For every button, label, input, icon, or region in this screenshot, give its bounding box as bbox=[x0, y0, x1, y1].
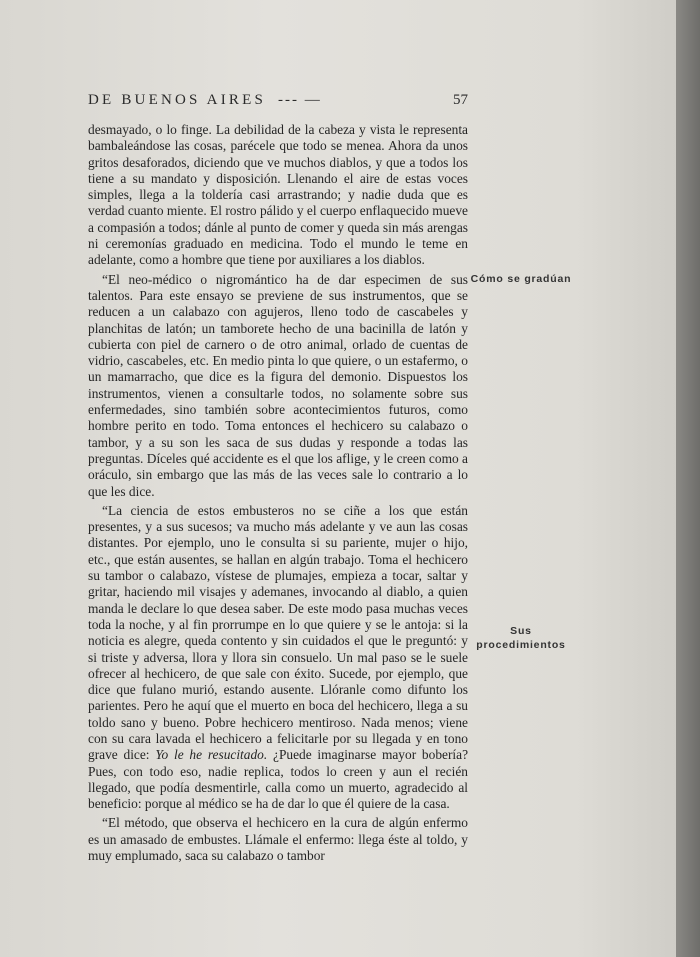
running-head bbox=[88, 92, 468, 109]
page-edge-shadow bbox=[676, 0, 700, 957]
quote-tail: ¿Puede imaginarse mayor bobería? Pues, con todo eso, nadie replica, todos lo creen y aun el recién llegado, que podía desmentirle, calla como un muerto, agradecido al beneficio: porque al médico se ha de dar lo que él quiere de la casa. bbox=[88, 747, 469, 812]
margin-note-procedures: Sus procedimientos bbox=[476, 625, 566, 651]
quote-italic: Yo le he resucitado. bbox=[155, 747, 268, 763]
page-number: 57 bbox=[453, 92, 468, 108]
body-text bbox=[88, 122, 468, 864]
running-head-dashes: --- — bbox=[278, 92, 322, 108]
paragraph-2: “El neo-médico o nigromántico ha de dar especimen de sus talentos. Para este ensayo se previene de sus instrumentos, que se reducen a un calabazo con agujeros, lleno todo de cascabeles y planchitas de latón; un tamborete hecho de una bacinilla de latón y cubierta con piel de carnero o de otro animal, orlado de cuentas de vidrio, cascabeles, etc. En medio pinta lo que quiere, o un estafermo, o un mamarracho, que dice es la figura del demonio. Dispuestos los instrumentos, vienen a consultarle todos, no solamente sobre sus enfermedades, sino también sobre acontecimientos futuros, como hombre perito en todo. Toma entonces el hechicero su calabazo o tambor, y a su son les saca de sus dudas y responde a todas las preguntas. Díceles qué accidente es el que los aflige, y le creen como a oráculo, sin embargo que las más de las veces sale lo contrario a lo que les dice. bbox=[88, 271, 468, 499]
running-head-title: DE BUENOS AIRES bbox=[88, 92, 267, 108]
paragraph-3 bbox=[88, 503, 468, 813]
margin-note-graduation: Cómo se gradúan bbox=[470, 273, 572, 285]
paragraph-4: “El método, que observa el hechicero en la cura de algún enfermo es un amasado de embustes. Llámale el enfermo: llega éste al toldo, y muy emplumado, saca su calabazo o tambor bbox=[88, 815, 468, 864]
paragraph-3-text: “La ciencia de estos embusteros no se ciñe a los que están presentes, y a sus sucesos; va mucho más adelante y ve aun las cosas distantes. Por ejemplo, uno le consulta si su pariente, mujer o hijo, etc., que están ausentes, se hallan en algún trabajo. Toma el hechicero su tambor o calabazo, vístese de plumajes, empieza a tocar, saltar y gritar, haciendo mil visajes y ademanes, invocando al diablo, a quien manda le declare lo que desea saber. De este modo pasa muchas veces toda la noche, y al fin prorrumpe en lo que quiere y se le antoja: si la noticia es alegre, queda contento y sin cuidados el que le preguntó: y si triste y adversa, llora y llora sin consuelo. Un mal paso se le suele ofrecer al hechicero, de que sale con éxito. Sucede, por ejemplo, que dice que fulano murió, estando ausente. Llóranle como difunto los parientes. Pero he aquí que el muerto en boca del hechicero, llega a su toldo sano y bueno. Pobre hechicero mentiroso. Nada menos; viene con su cara lavada el hechicero a felicitarle por su llegada y en tono grave dice: bbox=[88, 502, 468, 763]
paragraph-1: desmayado, o lo finge. La debilidad de la cabeza y vista le representa bambaleándose las cosas, parécele que todo se menea. Ahora da unos gritos desaforados, diciendo que ve muchos diablos, y que a todos los tiene a su mandato y disposición. Llenando el aire de estas voces simples, llega a la toldería casi arrastrando; y nadie duda que es verdad cuanto miente. El rostro pálido y el cuerpo enflaquecido mueve a compasión a todos; dánle al punto de comer y queda sin más arengas ni ceremonías graduado en medicina. Todo el mundo le teme en adelante, como a hombre que tiene por auxiliares a los diablos. bbox=[88, 122, 468, 268]
